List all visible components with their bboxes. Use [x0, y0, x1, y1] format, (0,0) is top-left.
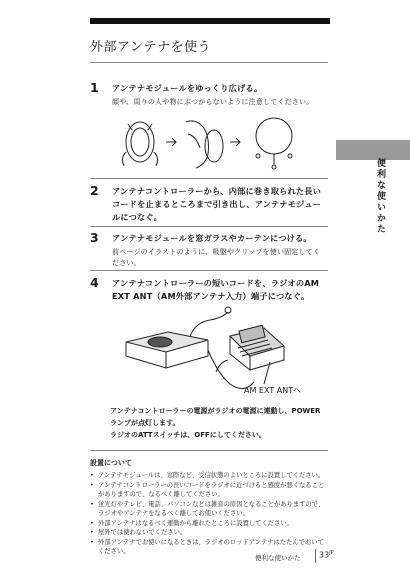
title-rule: [90, 62, 328, 63]
power-note-line-1: アンテナコントローラーの電源がラジオの電源に連動し、POWERランプが点灯します。: [110, 407, 321, 427]
footer-section-label: 便利な使いかた: [255, 554, 301, 562]
step-divider: [90, 226, 328, 227]
note-item: • アンテナコントローラーの長いコードをラジオに近づけると感度が悪くなることがありますので、なるべく離してください。: [90, 481, 328, 500]
installation-notes: [90, 458, 328, 557]
step-text: アンテナモジュールを窓ガラスやカーテンにつける。: [112, 233, 312, 243]
page-number: [319, 550, 334, 560]
power-note-line-2: ラジオのATTスイッチは、OFFにしてください。: [110, 431, 266, 439]
notes-list: [90, 471, 328, 557]
step-number: 4: [90, 275, 99, 290]
notes-divider: [90, 450, 328, 451]
power-note: [110, 405, 326, 441]
note-item: • 外部アンテナはなるべく運動から離れたところに設置してください。: [90, 519, 328, 529]
antenna-unfold-illustration: [118, 112, 318, 172]
step-subtext: 前ページのイラストのように、吸盤やクリップを使い固定してください。: [112, 248, 321, 267]
step-4: [90, 277, 326, 303]
step-text: アンテナコントローラーから、内部に巻き取られた長いコードを止まるところまで引き出し、アンテナモジュールにつなぐ。: [112, 186, 322, 222]
step-2: [90, 185, 326, 224]
footer-divider: [315, 549, 316, 563]
step-3: [90, 232, 326, 269]
note-item: • 蛍光灯やテレビ、電話、パソコンなどは雑音の原因となることがありますので、ラジオやアンテナをなるべく離してお使いください。: [90, 500, 328, 519]
page-number-value: 33: [319, 550, 330, 560]
note-item: • 屋外では使わないでください。: [90, 528, 328, 538]
note-item: • 外部アンテナでお使いになるときは、ラジオのロッドアンテナはたたんでおいてください。: [90, 538, 328, 557]
step-divider: [90, 270, 328, 271]
note-item: • アンテナモジュールは、窓際など、受信状態のよいところに設置してください。: [90, 471, 328, 481]
jack-label: AM EXT ANTへ: [244, 386, 302, 395]
step-number: 1: [90, 80, 99, 95]
page-title: 外部アンテナを使う: [90, 40, 211, 55]
step-1: [90, 82, 326, 108]
step-number: 2: [90, 183, 99, 198]
step-subtext: 顔や、周りの人や物にぶつからないように注意してください。: [112, 98, 314, 106]
side-tab: [336, 140, 410, 160]
step-number: 3: [90, 230, 99, 245]
top-header-bar: [90, 18, 330, 24]
step-text: アンテナコントローラーの短いコードを、ラジオのAM EXT ANT（AM外部アンテナ入力）端子につなぐ。: [112, 278, 320, 301]
side-tab-label: 便利な使いかた: [375, 158, 385, 235]
notes-header: 設置について: [90, 459, 132, 467]
page-number-suffix: JP: [329, 550, 334, 556]
step-divider: [90, 178, 328, 179]
step-text: アンテナモジュールをゆっくり広げる。: [112, 83, 263, 93]
